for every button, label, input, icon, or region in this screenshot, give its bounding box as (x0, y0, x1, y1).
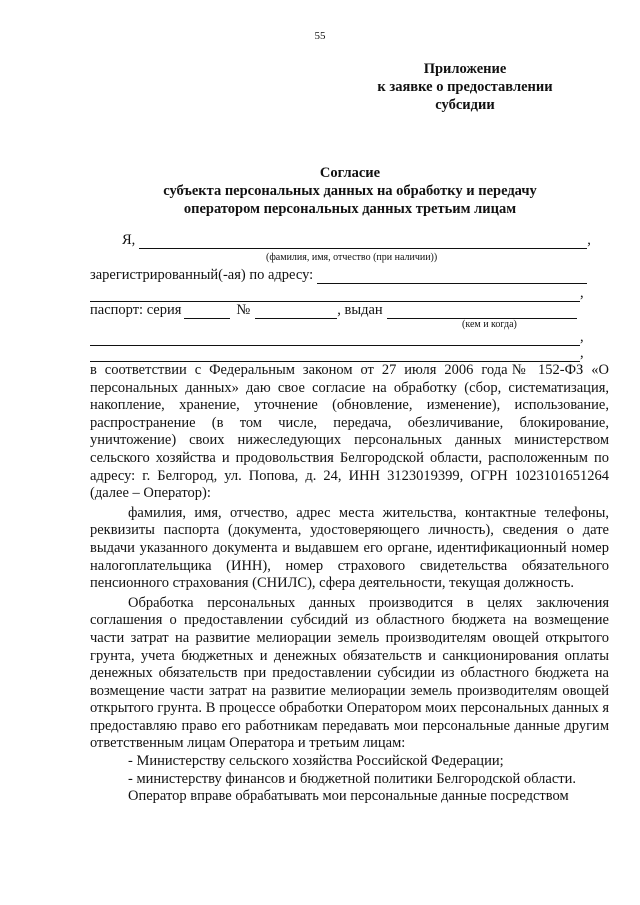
document-title (110, 164, 590, 218)
issued-comma-2: , (580, 329, 584, 345)
issued-comma-3: , (580, 345, 584, 361)
paragraph-processing-purpose: Обработка персональных данных производится в целях заключения соглашения о предоставлении субсидий из областного бюджета на возмещение части затрат на развитие мелиорации земель производителям овощей открытого грунта, учета бюджетных и денежных обязательств и санкционирования оплаты денежных обязательств при предоставлении субсидии из областного бюджета на возмещение части затрат на развитие мелиорации земель производителям овощей открытого грунта. В процессе обработки Оператором моих персональных данных я предоставляю право его работникам передавать мои персональные данные другим ответственным лицам Оператора и третьим лицам: (90, 594, 609, 752)
passport-series-label: паспорт: серия (90, 302, 182, 318)
title-line-3: оператором персональных данных третьим лицам (183, 201, 517, 217)
paragraph-legal-basis: в соответствии с Федеральным законом от 27 июля 2006 года№ 152-ФЗ «О персональных данных» даю свое согласие на обработку (сбор, систематизация, накопление, хранение, уточнение (обновление, изменение), использование, распространение (в том числе, передача, обезличивание, блокирование, уничтожение) своих нижеследующих персональных данных министерством сельского хозяйства и продовольствия Белгородской области, расположенным по адресу: г. Белгород, ул. Попова, д. 24, ИНН 3123019399, ОГРН 1023101651264 (далее – Оператор): (90, 362, 609, 502)
address-row-2 (90, 285, 584, 302)
consent-body (90, 362, 609, 806)
issued-field-2[interactable] (90, 330, 580, 346)
page-number: 55 (314, 30, 326, 42)
passport-issued-label: , выдан (337, 302, 383, 318)
issued-row-2 (90, 329, 584, 346)
address-field-2[interactable] (90, 286, 580, 302)
appendix-line-2: к заявке о предоставлении (377, 79, 553, 95)
passport-number-field[interactable] (255, 303, 337, 319)
appendix-heading (330, 60, 600, 114)
issued-field-3[interactable] (90, 346, 580, 362)
name-caption: (фамилия, имя, отчество (при наличии)) (266, 252, 438, 263)
list-item-ministry-finance: - министерству финансов и бюджетной политики Белгородской области. (128, 770, 576, 787)
paragraph-operator-rights: Оператор вправе обрабатывать мои персональные данные посредством (128, 788, 569, 805)
name-comma: , (587, 232, 591, 248)
appendix-line-1: Приложение (423, 61, 507, 77)
address-row (90, 267, 587, 284)
passport-series-field[interactable] (184, 303, 230, 319)
i-label: Я, (122, 232, 136, 248)
passport-issued-field[interactable] (387, 303, 577, 319)
issued-caption: (кем и когда) (462, 319, 517, 330)
name-row (122, 232, 591, 249)
full-name-field[interactable] (139, 233, 587, 249)
issued-row-3 (90, 345, 584, 362)
address-field[interactable] (317, 268, 587, 284)
passport-number-label: № (236, 302, 251, 318)
paragraph-personal-data-list: фамилия, имя, отчество, адрес места жительства, контактные телефоны, реквизиты паспорта (документа, удостоверяющего личность), сведения о дате выдачи указанного документа и выдавшем его органе, идентификационный номер налогоплательщика (ИНН), номер страхового свидетельства обязательного пенсионного страхования (СНИЛС), сфера деятельности, текущая должность. (90, 504, 609, 592)
title-line-2: субъекта персональных данных на обработку и передачу (163, 183, 537, 199)
list-item-ministry-agriculture: - Министерству сельского хозяйства Российской Федерации; (128, 753, 504, 770)
registered-label: зарегистрированный(-ая) по адресу: (90, 267, 314, 283)
passport-row (90, 302, 577, 319)
address-comma: , (580, 285, 584, 301)
title-line-1: Согласие (319, 165, 381, 181)
appendix-line-3: субсидии (435, 97, 495, 113)
